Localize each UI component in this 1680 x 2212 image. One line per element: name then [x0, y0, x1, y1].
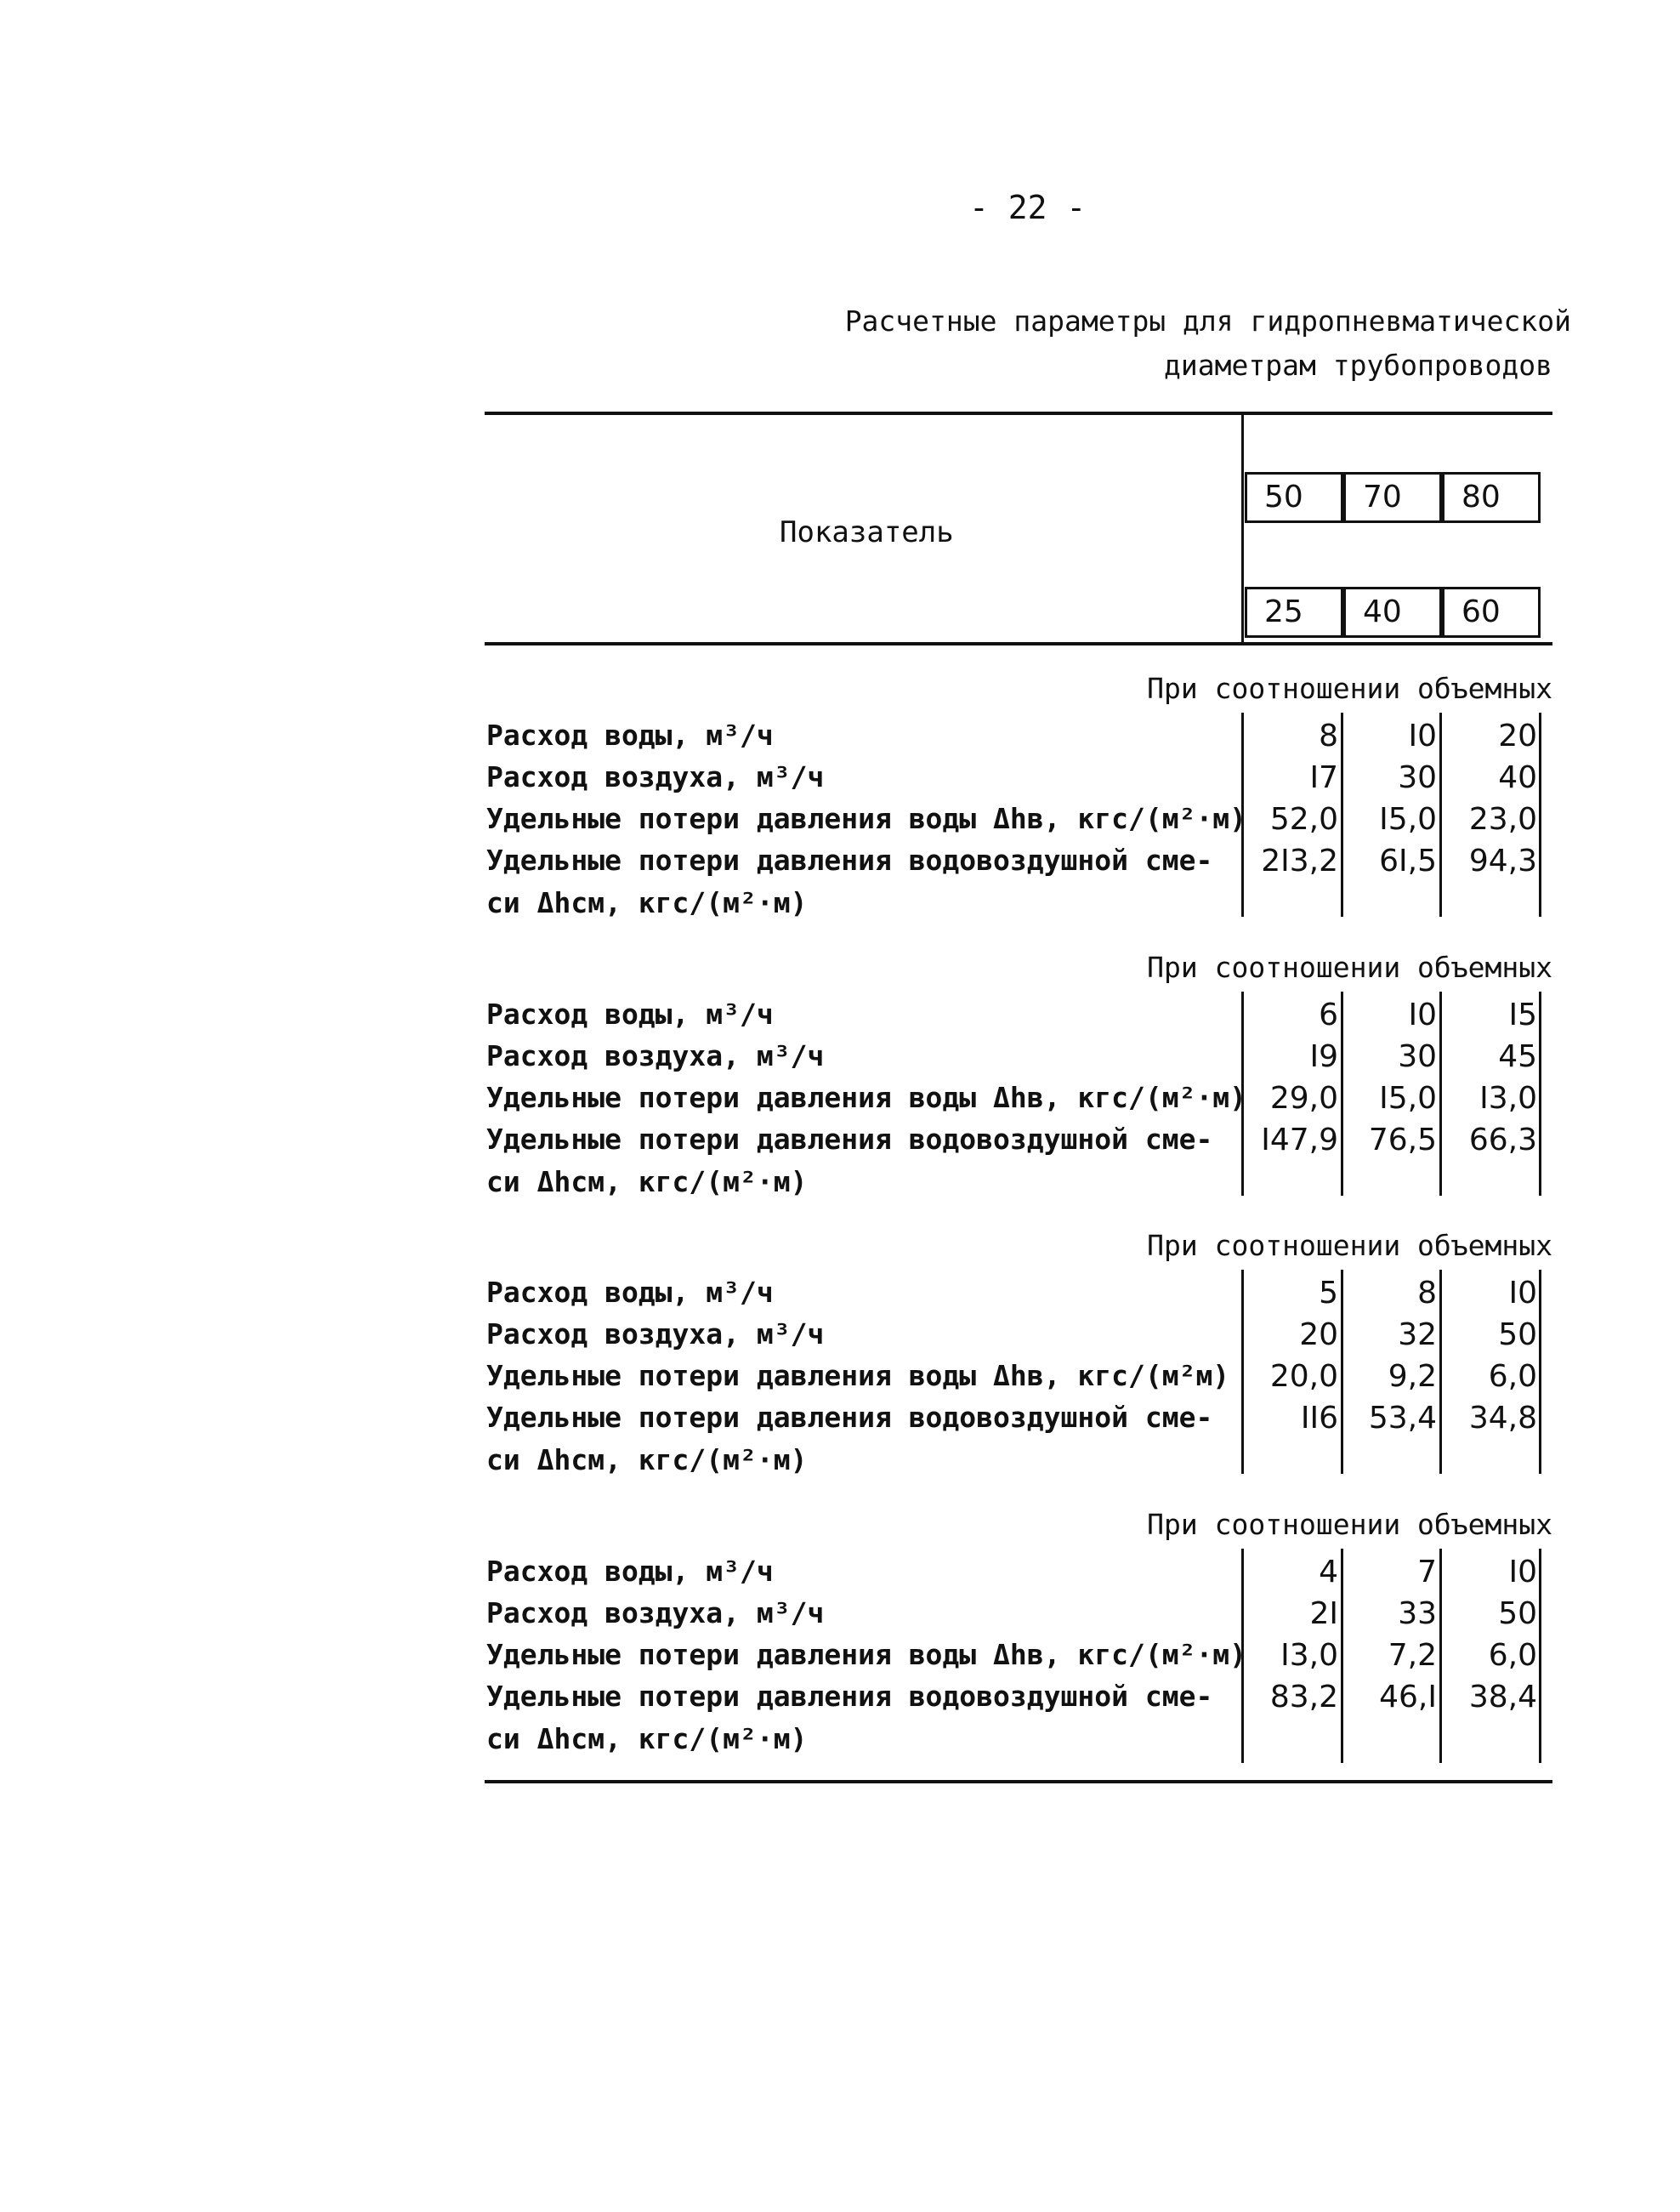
- cell-value: 4: [1319, 1555, 1338, 1589]
- cell-value: 7: [1417, 1555, 1437, 1589]
- header-top-cell: 80: [1442, 472, 1541, 523]
- header-bottom-rule: [485, 642, 1552, 645]
- table-caption-line-1: Расчетные параметры для гидропневматической: [844, 304, 1571, 338]
- row-label-continuation: си Δhсм, кгс/(м²·м): [486, 1165, 808, 1198]
- cell-value: 83,2: [1269, 1680, 1338, 1714]
- cell-value: 6,0: [1488, 1359, 1537, 1394]
- cell-value: I0: [1408, 998, 1437, 1032]
- row-label-continuation: си Δhсм, кгс/(м²·м): [486, 886, 808, 919]
- cell-value: 23,0: [1468, 802, 1537, 837]
- cell-value: 29,0: [1269, 1081, 1338, 1116]
- cell-value: 45: [1498, 1039, 1537, 1074]
- cell-value: 50: [1498, 1317, 1537, 1352]
- column-rule: [1241, 1270, 1244, 1474]
- section-title: При соотношении объемных: [1147, 1508, 1552, 1541]
- cell-value: 46,I: [1379, 1680, 1437, 1714]
- cell-value: I3,0: [1280, 1638, 1338, 1673]
- cell-value: I47,9: [1261, 1123, 1338, 1157]
- section-title: При соотношении объемных: [1147, 1229, 1552, 1262]
- table-top-rule: [485, 412, 1552, 415]
- column-rule: [1341, 1270, 1343, 1474]
- page-number: - 22 -: [969, 189, 1087, 226]
- header-bottom-cell: 60: [1442, 587, 1541, 638]
- cell-value: I3,0: [1479, 1081, 1537, 1116]
- cell-value: 6,0: [1488, 1638, 1537, 1673]
- header-top-cell: 70: [1343, 472, 1442, 523]
- column-rule: [1539, 1549, 1541, 1763]
- table-bottom-rule: [485, 1780, 1552, 1783]
- row-label: Удельные потери давления водовоздушной сме-: [486, 1123, 1213, 1156]
- row-label: Расход воды, м³/ч: [486, 1555, 774, 1588]
- cell-value: I5: [1508, 998, 1537, 1032]
- cell-value: 20: [1498, 719, 1537, 753]
- cell-value: 6I,5: [1379, 844, 1437, 879]
- cell-value: 6: [1319, 998, 1338, 1032]
- column-rule: [1341, 992, 1343, 1196]
- row-label: Расход воды, м³/ч: [486, 998, 774, 1031]
- row-label: Удельные потери давления водовоздушной сме-: [486, 1680, 1213, 1713]
- cell-value: 32: [1398, 1317, 1437, 1352]
- cell-value: I0: [1408, 719, 1437, 753]
- header-label: Показатель: [780, 515, 954, 549]
- header-bottom-cell: 40: [1343, 587, 1442, 638]
- cell-value: 9,2: [1388, 1359, 1437, 1394]
- column-rule: [1439, 992, 1442, 1196]
- section-title: При соотношении объемных: [1147, 672, 1552, 705]
- cell-value: 38,4: [1468, 1680, 1537, 1714]
- cell-value: 52,0: [1269, 802, 1338, 837]
- cell-value: 34,8: [1468, 1401, 1537, 1436]
- header-bottom-cell: 25: [1245, 587, 1343, 638]
- column-rule: [1439, 1270, 1442, 1474]
- cell-value: 33: [1398, 1596, 1437, 1631]
- cell-value: I5,0: [1379, 802, 1437, 837]
- cell-value: 2I3,2: [1261, 844, 1338, 879]
- cell-value: 66,3: [1468, 1123, 1537, 1157]
- cell-value: 2I: [1309, 1596, 1338, 1631]
- header-divider: [1241, 415, 1244, 645]
- cell-value: 5: [1319, 1276, 1338, 1311]
- row-label: Расход воздуха, м³/ч: [486, 760, 825, 793]
- cell-value: 20,0: [1269, 1359, 1338, 1394]
- cell-value: 30: [1398, 1039, 1437, 1074]
- row-label: Расход воздуха, м³/ч: [486, 1596, 825, 1629]
- cell-value: 40: [1498, 760, 1537, 795]
- cell-value: 30: [1398, 760, 1437, 795]
- row-label-continuation: си Δhсм, кгс/(м²·м): [486, 1722, 808, 1755]
- row-label: Удельные потери давления воды Δhв, кгс/(м²·м): [486, 802, 1247, 835]
- row-label: Удельные потери давления воды Δhв, кгс/(м²·м): [486, 1081, 1247, 1114]
- column-rule: [1539, 1270, 1541, 1474]
- row-label: Расход воды, м³/ч: [486, 1276, 774, 1309]
- cell-value: 94,3: [1468, 844, 1537, 879]
- cell-value: 8: [1417, 1276, 1437, 1311]
- row-label: Удельные потери давления воды Δhв, кгс/(м²·м): [486, 1638, 1247, 1671]
- cell-value: 50: [1498, 1596, 1537, 1631]
- column-rule: [1439, 713, 1442, 917]
- cell-value: I0: [1508, 1555, 1537, 1589]
- row-label-continuation: си Δhсм, кгс/(м²·м): [486, 1443, 808, 1476]
- row-label: Удельные потери давления водовоздушной сме-: [486, 844, 1213, 877]
- column-rule: [1439, 1549, 1442, 1763]
- section-title: При соотношении объемных: [1147, 951, 1552, 984]
- cell-value: I0: [1508, 1276, 1537, 1311]
- row-label: Расход воды, м³/ч: [486, 719, 774, 752]
- column-rule: [1539, 713, 1541, 917]
- header-top-cell: 50: [1245, 472, 1343, 523]
- row-label: Расход воздуха, м³/ч: [486, 1039, 825, 1072]
- column-rule: [1341, 713, 1343, 917]
- cell-value: 76,5: [1368, 1123, 1437, 1157]
- cell-value: 8: [1319, 719, 1338, 753]
- cell-value: 20: [1299, 1317, 1338, 1352]
- cell-value: I9: [1309, 1039, 1338, 1074]
- cell-value: I7: [1309, 760, 1338, 795]
- cell-value: I5,0: [1379, 1081, 1437, 1116]
- table-caption-line-2: диаметрам трубопроводов: [1164, 349, 1552, 382]
- cell-value: 53,4: [1368, 1401, 1437, 1436]
- column-rule: [1539, 992, 1541, 1196]
- row-label: Удельные потери давления воды Δhв, кгс/(м²м): [486, 1359, 1230, 1392]
- cell-value: II6: [1300, 1401, 1338, 1436]
- row-label: Удельные потери давления водовоздушной сме-: [486, 1401, 1213, 1434]
- row-label: Расход воздуха, м³/ч: [486, 1317, 825, 1351]
- cell-value: 7,2: [1388, 1638, 1437, 1673]
- column-rule: [1341, 1549, 1343, 1763]
